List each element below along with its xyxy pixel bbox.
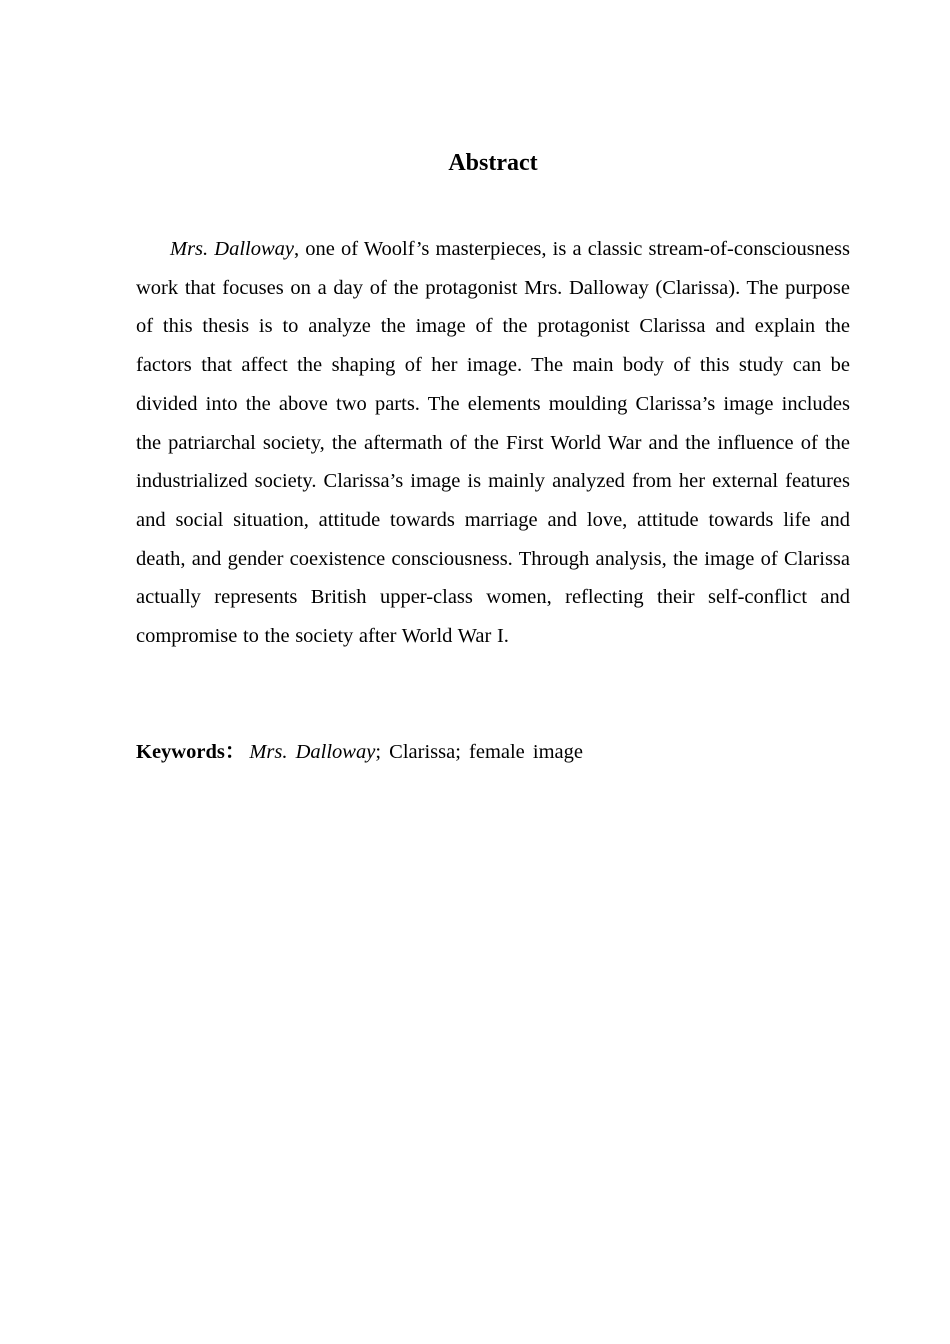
- abstract-heading: Abstract: [448, 150, 538, 176]
- keywords-rest: ; Clarissa; female image: [375, 741, 583, 763]
- keywords-separator: ：: [224, 741, 246, 763]
- abstract-paragraph: [136, 230, 850, 656]
- keywords-line: [136, 733, 850, 772]
- abstract-body: , one of Woolf’s masterpieces, is a classic stream-of-consciousness work that focuses on a day of the protagonist Mrs. Dalloway (Clarissa). The purpose of this thesis is to analyze the image of the protagonist Clarissa and explain the factors that affect the shaping of her image. The main body of this study can be divided into the above two parts. The elements moulding Clarissa’s image includes the patriarchal society, the aftermath of the First World War and the influence of the industrialized society. Clarissa’s image is mainly analyzed from her external features and social situation, attitude towards marriage and love, attitude towards life and death, and gender coexistence consciousness. Through analysis, the image of Clarissa actually represents British upper-class women, reflecting their self-conflict and compromise to the society after World War I.: [136, 238, 850, 648]
- novel-title: Mrs. Dalloway: [170, 238, 295, 260]
- keyword-novel-title: Mrs. Dalloway: [249, 741, 376, 763]
- keywords-label: Keywords: [136, 741, 225, 763]
